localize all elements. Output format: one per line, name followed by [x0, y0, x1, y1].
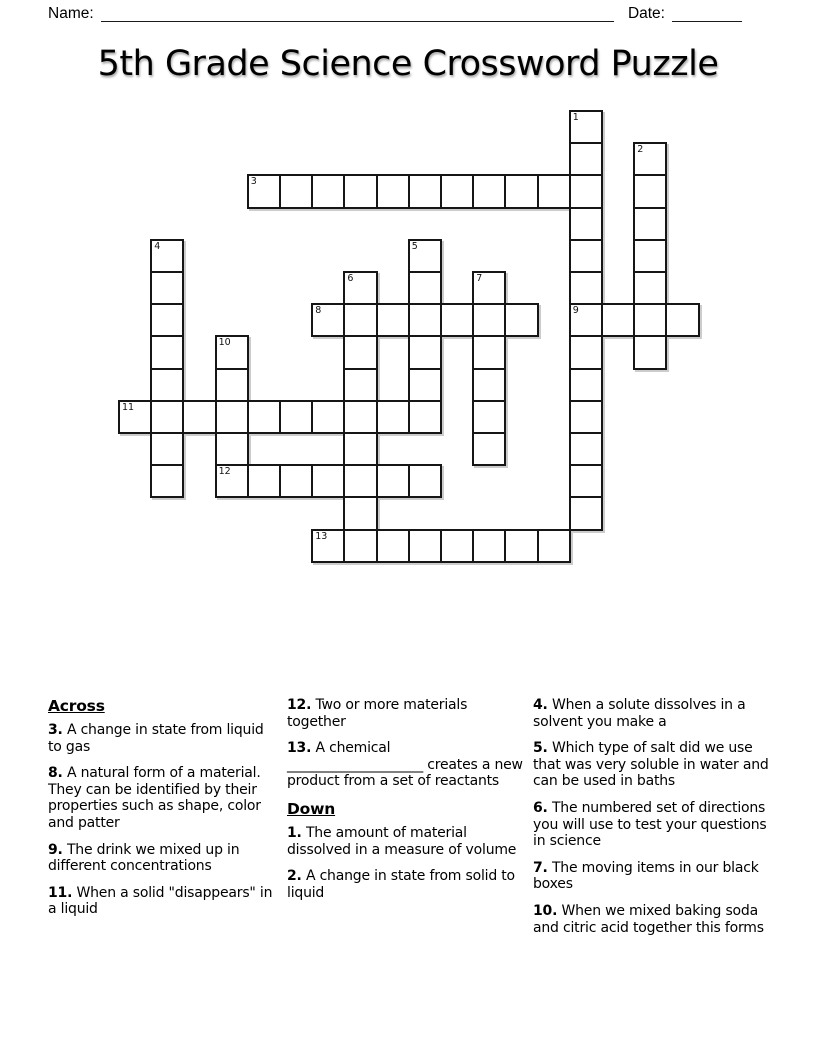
grid-cell: [343, 432, 377, 466]
grid-cell: [472, 303, 506, 337]
name-fill-line: [101, 4, 614, 22]
grid-cell: [150, 400, 184, 434]
grid-cell: [311, 464, 345, 498]
grid-cell: [408, 529, 442, 563]
grid-cell: [376, 303, 410, 337]
grid-cell: [633, 239, 667, 273]
grid-cell: [150, 432, 184, 466]
grid-cell: [343, 496, 377, 530]
grid-cell: [343, 335, 377, 369]
clue-item: [533, 697, 770, 730]
grid-cell: [569, 174, 603, 208]
grid-cell: [311, 529, 345, 563]
grid-cell: [150, 303, 184, 337]
grid-cell: [633, 271, 667, 305]
cell-number: 1: [572, 112, 579, 123]
grid-cell: [633, 207, 667, 241]
clue-number: 1.: [287, 824, 302, 841]
clue-text: A change in state from liquid to gas: [48, 722, 264, 755]
grid-cell: [569, 432, 603, 466]
grid-cell: [472, 271, 506, 305]
clue-number: 5.: [533, 740, 548, 757]
clue-text: The numbered set of directions you will use to test your questions in science: [533, 799, 767, 850]
grid-cell: [569, 271, 603, 305]
cell-number: 4: [154, 240, 161, 252]
clue-number: 9.: [48, 841, 63, 858]
clue-text: A natural form of a material. They can be identified by their properties such as shape, color and patter: [48, 765, 261, 831]
grid-cell: [279, 174, 313, 208]
clues-section: [48, 697, 770, 946]
clue-text: When a solute dissolves in a solvent you make a: [533, 697, 746, 730]
grid-cell: [472, 432, 506, 466]
clue-item: [533, 800, 770, 850]
clues-header-across: Across: [48, 697, 105, 715]
grid-cell: [408, 174, 442, 208]
grid-cell: [633, 142, 667, 176]
grid-cell: [408, 271, 442, 305]
clue-item: [48, 842, 277, 875]
date-fill-line: [672, 4, 742, 22]
grid-cell: [472, 335, 506, 369]
clue-number: 10.: [533, 902, 558, 919]
grid-cell: [376, 464, 410, 498]
grid-cell: [376, 174, 410, 208]
grid-cell: [472, 368, 506, 402]
clue-text: A chemical ____________________ creates a new product from a set of reactants: [287, 740, 523, 790]
grid-cell: [343, 174, 377, 208]
grid-cell: [343, 529, 377, 563]
grid-cell: [472, 529, 506, 563]
grid-cell: [569, 110, 603, 144]
grid-cell: [504, 529, 538, 563]
clue-text: When we mixed baking soda and citric acid together this forms: [533, 902, 764, 936]
grid-cell: [633, 335, 667, 369]
grid-cell: [569, 400, 603, 434]
clue-item: [287, 825, 523, 858]
grid-cell: [472, 400, 506, 434]
clue-number: 6.: [533, 799, 548, 816]
grid-cell: [569, 239, 603, 273]
grid-cell: [376, 400, 410, 434]
grid-cell: [569, 368, 603, 402]
grid-cell: [150, 239, 184, 273]
grid-cell: [150, 464, 184, 498]
grid-cell: [150, 271, 184, 305]
clues-header-down: Down: [287, 799, 336, 818]
cell-number: 9: [572, 305, 579, 317]
cell-number: 10: [218, 337, 231, 349]
header: [48, 4, 742, 23]
clue-number: 7.: [533, 859, 548, 876]
grid-cell: [408, 368, 442, 402]
grid-cell: [343, 400, 377, 434]
grid-cell: [440, 529, 474, 563]
date-label: Date:: [627, 5, 665, 22]
grid-cell: [472, 174, 506, 208]
cell-number: 13: [315, 530, 328, 542]
grid-cell: [440, 174, 474, 208]
grid-cell: [311, 400, 345, 434]
clue-item: [533, 903, 770, 936]
grid-cell: [118, 400, 152, 434]
cell-number: 2: [637, 144, 644, 156]
clue-item: [287, 868, 523, 901]
clue-text: Two or more materials together: [287, 697, 468, 730]
grid-cell: [215, 335, 249, 369]
clue-item: [533, 740, 770, 790]
clue-number: 12.: [287, 697, 312, 713]
grid-cell: [343, 303, 377, 337]
cell-number: 7: [476, 273, 483, 284]
grid-cell: [665, 303, 699, 337]
grid-cell: [215, 432, 249, 466]
clue-item: [48, 885, 277, 918]
grid-cell: [408, 464, 442, 498]
grid-cell: [504, 174, 538, 208]
clue-number: 13.: [287, 740, 312, 757]
grid-cell: [440, 303, 474, 337]
page-title: 5th Grade Science Crossword Puzzle: [97, 44, 719, 84]
clue-text: The drink we mixed up in different concentrations: [48, 841, 240, 875]
cell-number: 6: [347, 273, 354, 284]
grid-cell: [569, 464, 603, 498]
grid-cell: [150, 368, 184, 402]
grid-cell: [376, 529, 410, 563]
cell-number: 11: [122, 401, 135, 413]
clue-item: [287, 697, 523, 730]
clue-text: A change in state from solid to liquid: [287, 868, 515, 901]
clue-item: [48, 765, 277, 831]
clue-number: 8.: [48, 765, 63, 782]
clue-number: 2.: [287, 868, 302, 885]
grid-cell: [247, 400, 281, 434]
clue-text: When a solid "disappears" in a liquid: [48, 884, 273, 918]
grid-cell: [408, 303, 442, 337]
grid-cell: [408, 335, 442, 369]
grid-cell: [537, 174, 571, 208]
clue-text: The moving items in our black boxes: [533, 859, 759, 893]
grid-cell: [247, 464, 281, 498]
clue-column: [287, 697, 523, 946]
grid-cell: [633, 303, 667, 337]
grid-cell: [633, 174, 667, 208]
grid-cell: [569, 496, 603, 530]
grid-cell: [215, 464, 249, 498]
grid-cell: [182, 400, 216, 434]
cell-number: 8: [315, 305, 322, 317]
grid-cell: [279, 400, 313, 434]
grid-cell: [150, 335, 184, 369]
grid-cell: [569, 335, 603, 369]
clue-text: The amount of material dissolved in a measure of volume: [287, 824, 517, 858]
clue-item: [48, 722, 277, 755]
clue-item: [533, 860, 770, 893]
grid-cell: [247, 174, 281, 208]
name-label: Name:: [48, 5, 94, 22]
cell-number: 5: [411, 240, 418, 252]
grid-cell: [343, 271, 377, 305]
clue-number: 11.: [48, 884, 73, 901]
grid-cell: [569, 303, 603, 337]
grid-cell: [408, 239, 442, 273]
clue-number: 4.: [533, 697, 548, 713]
grid-cell: [215, 400, 249, 434]
cell-number: 12: [218, 466, 231, 478]
grid-cell: [537, 529, 571, 563]
grid-cell: [311, 174, 345, 208]
grid-cell: [569, 142, 603, 176]
grid-cell: [279, 464, 313, 498]
grid-cell: [408, 400, 442, 434]
clue-item: [287, 740, 523, 790]
clue-number: 3.: [48, 722, 63, 738]
grid-cell: [569, 207, 603, 241]
grid-cell: [343, 368, 377, 402]
clue-column: [533, 697, 770, 946]
grid-cell: [311, 303, 345, 337]
cell-number: 3: [250, 176, 257, 188]
grid-cell: [504, 303, 538, 337]
clue-text: Which type of salt did we use that was very soluble in water and can be used in baths: [533, 740, 769, 790]
grid-cell: [215, 368, 249, 402]
clue-column: [48, 697, 277, 946]
grid-cell: [343, 464, 377, 498]
grid-cell: [601, 303, 635, 337]
